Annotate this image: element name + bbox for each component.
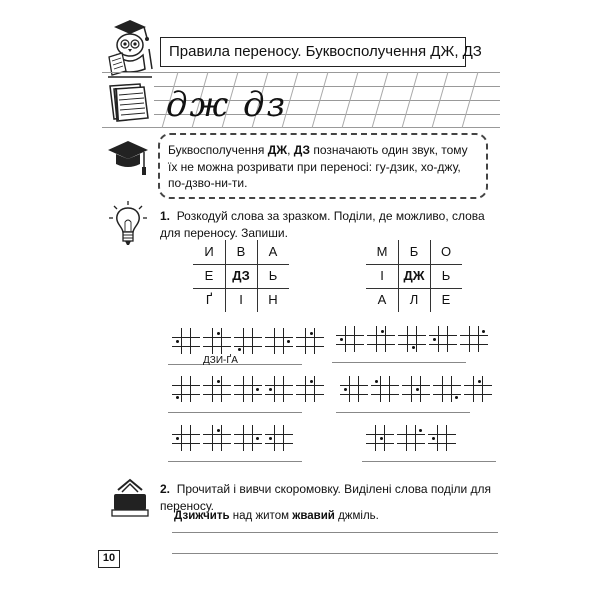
grid-cell: Ь [441,268,451,283]
answer-line [168,461,302,462]
code-symbol [460,326,488,352]
task1-instruction: 1. Розкодуй слова за зразком. Поділи, де можливо, слова для переносу. Запиши. [160,209,485,240]
code-symbol [371,376,399,402]
lightbulb-icon [108,200,148,248]
answer-line [362,461,496,462]
answer-line [332,362,466,363]
code-symbol [265,425,293,451]
code-symbol [234,376,262,402]
grid-cell: И [204,244,214,259]
owl-graduate-icon [104,17,156,79]
code-symbol [397,425,425,451]
answer-line [168,412,302,413]
grid-cell: Ґ [205,292,213,307]
code-symbol [172,376,200,402]
code-symbol [265,376,293,402]
notebook-icon [104,82,150,122]
code-symbol [367,326,395,352]
code-symbol [398,326,426,352]
tongue-twister: Дзижчить над житом жвавий джміль. [174,510,379,522]
code-symbol [402,376,430,402]
paper-clip-icon [110,476,150,520]
grid-cell: І [239,292,243,307]
page-title: Правила переносу. Буквосполучення ДЖ, ДЗ [160,37,466,67]
code-symbol [203,376,231,402]
grid-cell: А [268,244,278,259]
code-symbol [203,425,231,451]
grid-cell: Ь [268,268,278,283]
code-symbol [340,376,368,402]
grid-cell: А [377,292,387,307]
answer-line [172,532,498,533]
grid-cell: І [380,268,384,283]
code-symbol [296,376,324,402]
copybook-script-text: дж дз [166,85,288,125]
code-symbol [428,425,456,451]
grid-cell: Е [204,268,214,283]
grid-cell-center: ДЗ [232,268,250,283]
code-symbol [203,328,231,354]
grid-cell: В [236,244,246,259]
sample-answer: ДЗИ-ҐА [203,355,238,366]
grid-cell-center: ДЖ [403,268,425,283]
copybook-lines [102,72,500,128]
grid-cell: Е [441,292,451,307]
code-symbol [296,328,324,354]
code-symbol [234,328,262,354]
grid-cell: О [440,244,452,259]
code-symbol [464,376,492,402]
code-symbol [433,376,461,402]
grid-cell: Л [409,292,419,307]
grid-cell: М [376,244,388,259]
grid-cell: Н [268,292,278,307]
grid-cell: Б [409,244,419,259]
cipher-grid-left [193,240,289,312]
answer-line [336,412,470,413]
graduation-cap-icon [106,138,150,178]
code-symbol [336,326,364,352]
rule-info-box: Буквосполучення ДЖ, ДЗ позначають один звук, тому їх не можна розривати при переносі: гу-дзик, хо-джу, по-дзво-ни-ти. [158,133,488,199]
task2-instruction: 2. Прочитай і вивчи скоромовку. Виділені слова поділи для переносу. [160,482,492,513]
code-symbol [265,328,293,354]
page-number: 10 [98,550,120,568]
code-symbol [366,425,394,451]
answer-line [172,553,498,554]
code-symbol [172,328,200,354]
code-symbol [429,326,457,352]
code-symbol [172,425,200,451]
code-symbol [234,425,262,451]
cipher-grid-right [366,240,462,312]
